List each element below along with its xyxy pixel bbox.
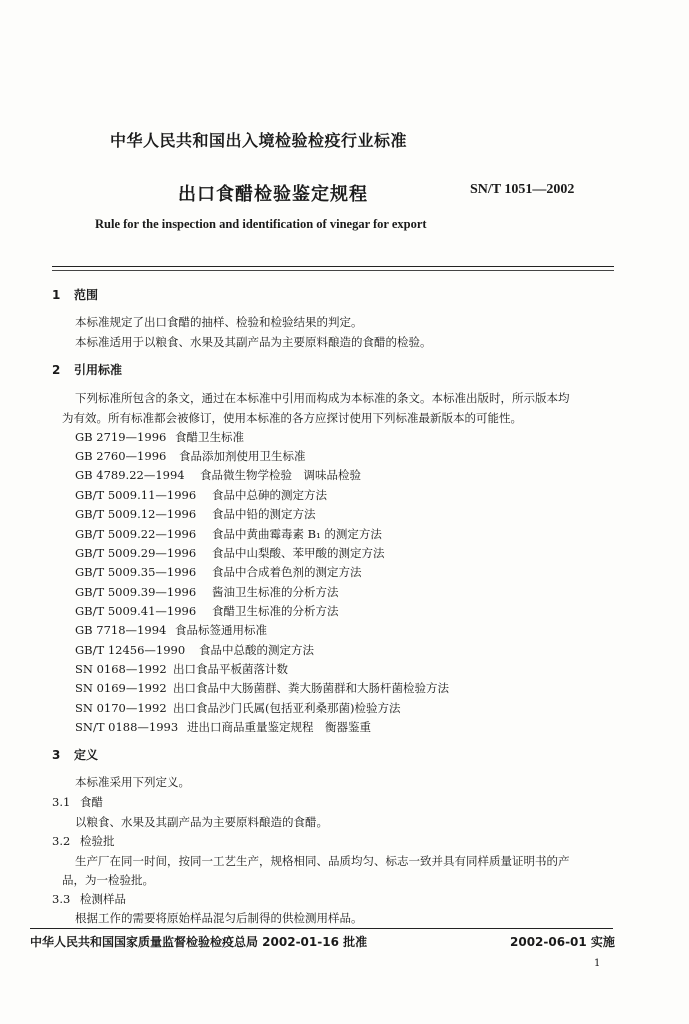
english-title: Rule for the inspection and identification of vinegar for export [95,217,427,231]
reference-item [75,661,288,677]
definition-number: 3.2 [52,834,71,848]
reference-code: GB 2760—1996 [75,449,167,463]
reference-item [75,545,385,561]
reference-name: 食品中山梨酸、苯甲酸的测定方法 [212,546,385,560]
definition-text: 生产厂在同一时间，按同一工艺生产，规格相同、品质均匀、标志一致并具有同样质量证明书的产 [75,854,570,868]
reference-item [75,564,362,580]
standard-code: SN/T 1051—2002 [470,182,575,197]
page-number: 1 [594,958,601,969]
reference-name: 食醋卫生标准的分析方法 [212,604,339,618]
definition-3-1-heading [52,794,103,810]
reference-name: 出口食品中大肠菌群、粪大肠菌群和大肠杆菌检验方法 [173,681,449,695]
reference-name: 食品标签通用标准 [175,623,267,637]
definition-3-3-heading [52,891,126,907]
paragraph: 下列标准所包含的条文，通过在本标准中引用而构成为本标准的条文。本标准出版时，所示版本均 [75,391,570,405]
reference-code: GB 7718—1994 [75,623,167,637]
definition-text: 以粮食、水果及其副产品为主要原料酿造的食醋。 [75,815,328,829]
definition-3-2-heading [52,833,115,849]
header-divider [52,266,614,267]
reference-code: GB/T 5009.22—1996 [75,527,197,541]
reference-name: 食醋卫生标准 [175,430,244,444]
reference-code: GB/T 5009.12—1996 [75,507,197,521]
header-divider-thin [52,270,614,271]
reference-code: GB 2719—1996 [75,430,167,444]
definition-term: 检测样品 [80,892,126,906]
standard-category-header: 中华人民共和国出入境检验检疫行业标准 [110,131,408,150]
section-2-heading [52,361,122,378]
approval-statement: 中华人民共和国国家质量监督检验检疫总局 2002-01-16 批准 [30,935,368,949]
reference-name: 出口食品沙门氏属(包括亚利桑那菌)检验方法 [173,701,401,715]
section-title: 定义 [74,748,99,762]
reference-code: GB 4789.22—1994 [75,468,185,482]
footer-divider [30,928,613,929]
reference-code: GB/T 5009.11—1996 [75,488,197,502]
reference-item [75,584,339,600]
section-3-heading [52,746,98,763]
reference-name: 食品微生物学检验 调味品检验 [200,468,361,482]
reference-code: SN/T 0188—1993 [75,720,179,734]
reference-item [75,700,400,716]
reference-name: 食品中黄曲霉毒素 B₁ 的测定方法 [212,527,382,541]
reference-item [75,467,361,483]
reference-name: 食品添加剂使用卫生标准 [179,449,306,463]
reference-item [75,603,339,619]
reference-code: GB/T 12456—1990 [75,643,186,657]
definition-text: 品，为一检验批。 [62,873,154,887]
reference-item [75,448,306,464]
section-1-heading [52,286,98,303]
section-number: 1 [52,288,61,302]
reference-item [75,719,371,735]
reference-name: 食品中合成着色剂的测定方法 [212,565,362,579]
effective-date: 2002-06-01 实施 [510,935,615,949]
document-title: 出口食醋检验鉴定规程 [178,184,368,205]
reference-name: 食品中铅的测定方法 [212,507,316,521]
reference-item [75,642,314,658]
section-title: 引用标准 [74,363,123,377]
reference-code: GB/T 5009.35—1996 [75,565,197,579]
reference-code: GB/T 5009.29—1996 [75,546,197,560]
section-number: 2 [52,363,61,377]
reference-name: 出口食品平板菌落计数 [173,662,288,676]
reference-name: 食品中总酸的测定方法 [199,643,314,657]
reference-code: SN 0168—1992 [75,662,167,676]
reference-item [75,680,449,696]
reference-code: GB/T 5009.41—1996 [75,604,197,618]
definition-number: 3.1 [52,795,71,809]
reference-item [75,487,327,503]
reference-name: 食品中总砷的测定方法 [212,488,327,502]
definition-term: 检验批 [80,834,115,848]
definition-number: 3.3 [52,892,71,906]
section-title: 范围 [74,288,99,302]
reference-item [75,506,316,522]
reference-name: 酱油卫生标准的分析方法 [212,585,339,599]
definition-term: 食醋 [80,795,103,809]
paragraph: 本标准规定了出口食醋的抽样、检验和检验结果的判定。 [75,315,363,329]
section-number: 3 [52,748,61,762]
reference-code: GB/T 5009.39—1996 [75,585,197,599]
paragraph: 本标准适用于以粮食、水果及其副产品为主要原料酿造的食醋的检验。 [75,335,432,349]
reference-name: 进出口商品重量鉴定规程 衡器鉴重 [187,720,371,734]
reference-item [75,429,244,445]
reference-code: SN 0169—1992 [75,681,167,695]
reference-item [75,526,382,542]
reference-code: SN 0170—1992 [75,701,167,715]
paragraph: 为有效。所有标准都会被修订，使用本标准的各方应探讨使用下列标准最新版本的可能性。 [62,411,522,425]
definition-text: 根据工作的需要将原始样品混匀后制得的供检测用样品。 [75,911,363,925]
paragraph: 本标准采用下列定义。 [75,775,190,789]
reference-item [75,622,267,638]
